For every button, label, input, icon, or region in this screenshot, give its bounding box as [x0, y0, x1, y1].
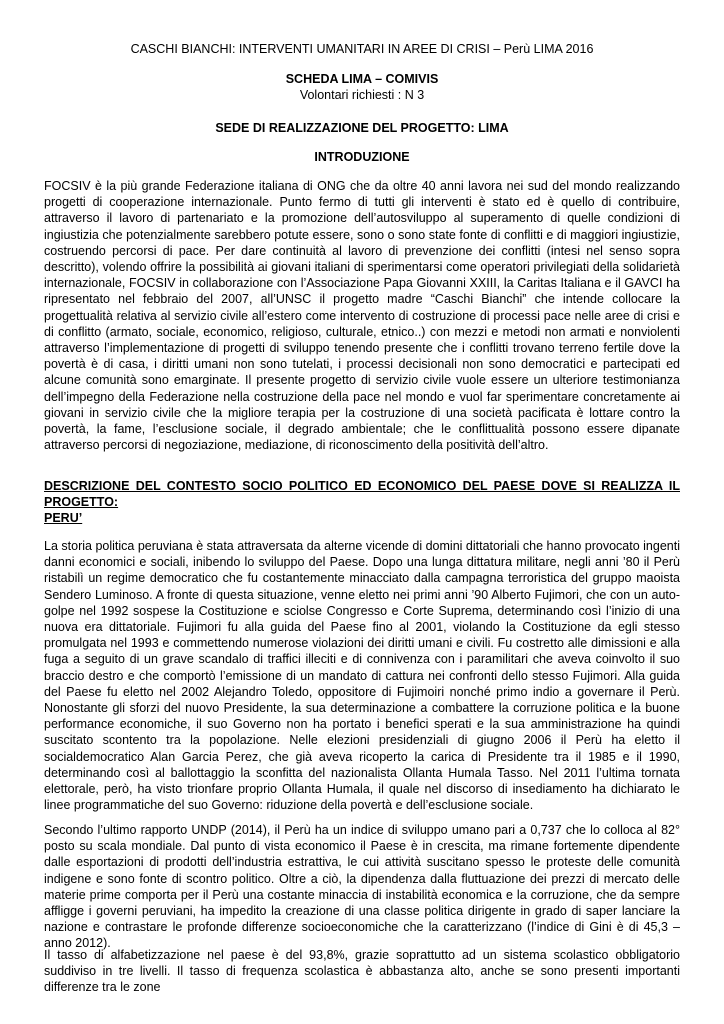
volontari-count: Volontari richiesti : N 3 — [299, 88, 425, 102]
country-heading: PERU’ — [44, 511, 83, 525]
document-header-title: CASCHI BIANCHI: INTERVENTI UMANITARI IN AREE DI CRISI – Perù LIMA 2016 — [130, 42, 594, 56]
contesto-paragraph-storia: La storia politica peruviana è stata attraversata da alterne vicende di domini dittatoriali che hanno provocato ingenti danni economici e sociali, inibendo lo sviluppo del Paese. Dopo una lunga dittatura militare, negli anni ’80 il Perù ristabilì un regime democratico che fu costantemente minacciato dalla campagna terroristica del gruppo maoista Sendero Luminoso. A fronte di questa situazione, venne eletto nei primi anni ’90 Alberto Fujimori, che con un auto-golpe nel 1992 sospese la Costituzione e sciolse Congresso e Corte Suprema, determinando così l’inizio di una nuova era dittatoriale. Fujimori fu alla guida del Paese fino al 2001, violando la Costituzione da egli stesso promulgata nel 1993 e commettendo numerose violazioni dei diritti umani e civili. Fu costretto alle dimissioni e alla fuga a seguito di un grave scandalo di traffici illeciti e di connivenza con i paramilitari che aveva coinvolto il suo braccio destro e che comportò l’emissione di un mandato di cattura nei confronti dello stesso Fujimori. Alla guida del Paese fu eletto nel 2002 Alejandro Toledo, oppositore di Fujimoiri nonché primo indio a governare il Perù. Nonostante gli sforzi del nuovo Presidente, la sua determinazione a combattere la corruzione politica e la buone performance economiche, il suo Governo non ha portato i benefici sperati e la sua amministrazione ha quindi suscitato scontento tra la popolazione. Nelle elezioni presidenziali di giugno 2006 il Perù ha eletto il socialdemocratico Alan Garcia Perez, che già aveva ricoperto la carica di Presidente tra il 1985 e il 1990, determinando così al ballottaggio la sconfitta del nazionalista Ollanta Humala Tasso. Nel 2011 l’ultima tornata elettorale, però, ha visto trionfare proprio Ollanta Humala, il quale nel discorso di insediamento ha dichiarato le linee programmatiche del suo Governo: riduzione della povertà e dell’esclusione sociale. — [44, 539, 680, 813]
contesto-heading: DESCRIZIONE DEL CONTESTO SOCIO POLITICO ED ECONOMICO DEL PAESE DOVE SI REALIZZA IL PROGETTO: — [44, 479, 680, 510]
contesto-paragraph-undp: Secondo l’ultimo rapporto UNDP (2014), il Perù ha un indice di sviluppo umano pari a 0,737 che lo colloca al 82° posto su scala mondiale. Dal punto di vista economico il Paese è in crescita, ma rimane fortemente dipendente dalle esportazioni di prodotti dell’industria estrattiva, le cui attività suscitano spesso le proteste delle comunità indigene e sono fonte di scontro politico. Oltre a ciò, la dipendenza dalla fluttuazione dei prezzi di mercato delle materie prime comporta per il Perù una costante minaccia di instabilità economica e la corruzione, che da sempre affligge i governi peruviani, ha impedito la creazione di una classe politica dirigente in grado di saper lanciare la nazione e contrastare le profonde differenze socioeconomiche che la caratterizzano (l’indice di Gini è di 45,3 – anno 2012). — [44, 823, 680, 951]
introduzione-paragraph: FOCSIV è la più grande Federazione italiana di ONG che da oltre 40 anni lavora nei sud del mondo realizzando progetti di cooperazione internazionale. Punto fermo di tutti gli interventi è stato ed è quello di contribuire, attraverso il lavoro di partenariato e la promozione dell’autosviluppo al superamento di quelle condizioni di ingiustizia che potenzialmente sarebbero potute essere, sono o sono state fonte di conflitti e di maggiori ingiustizie, costruendo percorsi di pace. Per dare continuità al lavoro di prevenzione dei conflitti (intesi nel senso sopra descritto), volendo offrire la possibilità ai giovani italiani di sperimentarsi come operatori privilegiati della solidarietà internazionale, FOCSIV in collaborazione con l’Associazione Papa Giovanni XXIII, la Caritas Italiana e il GAVCI ha ripresentato nel febbraio del 2007, all’UNSC il progetto madre “Caschi Bianchi” che intende collocare la progettualità relativa al servizio civile all’estero come intervento di costruzione di processi pace nelle aree di crisi e di conflitto (armato, sociale, economico, religioso, culturale, etnico..) con mezzi e metodi non armati e nonviolenti attraverso l’implementazione di progetti di sviluppo tenendo presente che i conflitti trovano terreno fertile dove la povertà è di casa, i diritti umani non sono tutelati, i processi decisionali non sono democratici e partecipati ed alcune comunità sono emarginate. Il presente progetto di servizio civile vuole essere un ulteriore testimonianza dell’impegno della Federazione nella costruzione della pace nel mondo e vuol far sperimentare concretamente ai giovani in servizio civile che la migliore terapia per la costruzione di una società pacificata è lottare contro la povertà, la fame, l’esclusione sociale, il degrado ambientale; che le conflittualità possono essere dipanate attraverso percorsi di negoziazione, mediazione, di riconoscimento della positività dell’altro. — [44, 179, 680, 453]
scheda-title: SCHEDA LIMA – COMIVIS — [285, 72, 439, 86]
introduzione-heading: INTRODUZIONE — [314, 150, 410, 164]
sede-heading: SEDE DI REALIZZAZIONE DEL PROGETTO: LIMA — [215, 121, 509, 135]
contesto-paragraph-alfabetizzazione: Il tasso di alfabetizzazione nel paese è del 93,8%, grazie soprattutto ad un sistema scolastico obbligatorio suddiviso in tre livelli. Il tasso di frequenza scolastica è abbastanza alto, anche se sono presenti importanti differenze tra le zone — [44, 948, 680, 995]
